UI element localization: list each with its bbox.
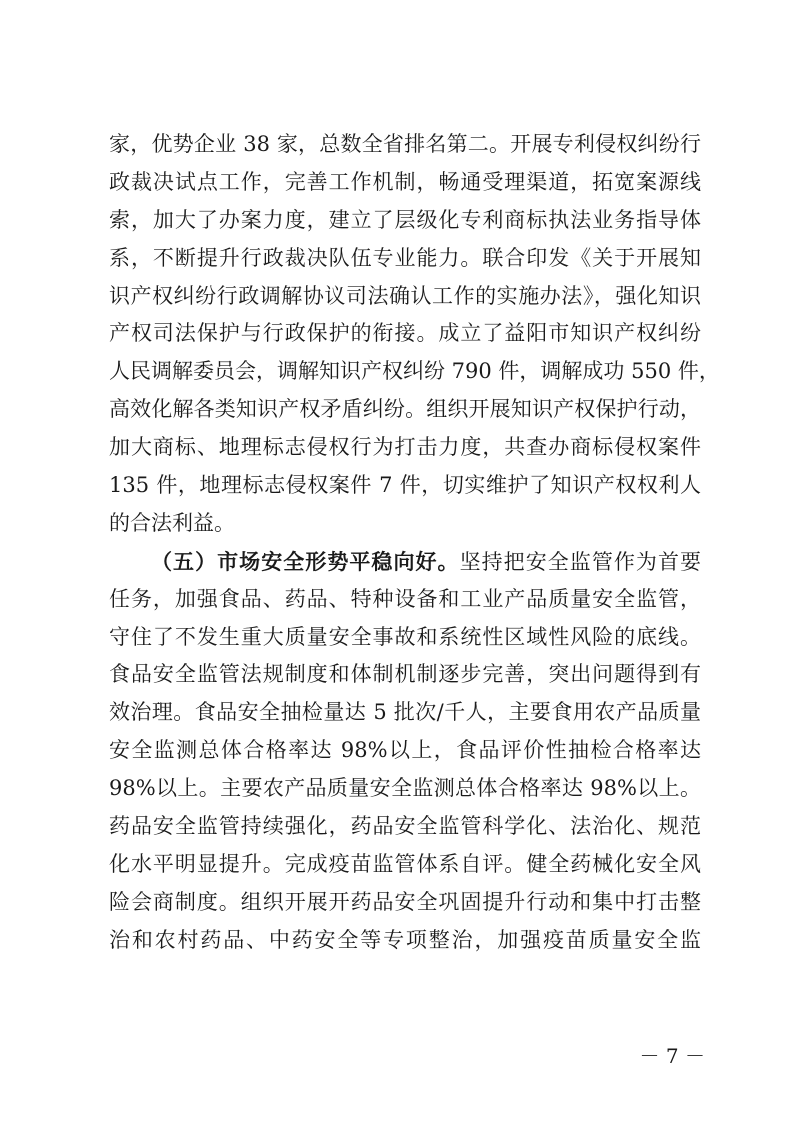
text-line: 135 件，地理标志侵权案件 7 件，切实维护了知识产权权利人: [109, 473, 701, 498]
page-number: － 7 －: [639, 1044, 705, 1068]
text-line: 98%以上。主要农产品质量安全监测总体合格率达 98%以上。: [109, 776, 701, 801]
paragraph-2: [109, 543, 701, 960]
text-line: 识产权纠纷行政调解协议司法确认工作的实施办法》，强化知识: [109, 283, 701, 308]
text-line: 险会商制度。组织开展开药品安全巩固提升行动和集中打击整: [109, 889, 701, 914]
text-line: 安全监测总体合格率达 98%以上，食品评价性抽检合格率达: [109, 738, 701, 763]
text-line: 家，优势企业 38 家，总数全省排名第二。开展专利侵权纠纷行: [109, 132, 701, 156]
text-line: 索，加大了办案力度，建立了层级化专利商标执法业务指导体: [109, 207, 701, 232]
heading-continuation: 坚持把安全监管作为首要: [459, 549, 702, 574]
text-line: 人民调解委员会，调解知识产权纠纷 790 件，调解成功 550 件，: [109, 359, 720, 384]
section-heading: （五）市场安全形势平稳向好。: [151, 548, 460, 574]
text-line: 任务，加强食品、药品、特种设备和工业产品质量安全监管，: [109, 586, 701, 611]
text-line: 产权司法保护与行政保护的衔接。成立了益阳市知识产权纠纷: [109, 321, 701, 346]
text-line: 守住了不发生重大质量安全事故和系统性区域性风险的底线。: [109, 624, 701, 649]
text-line: 系，不断提升行政裁决队伍专业能力。联合印发《关于开展知: [109, 245, 701, 270]
paragraph-first-line: [109, 543, 701, 581]
text-line: 高效化解各类知识产权矛盾纠纷。组织开展知识产权保护行动，: [109, 397, 701, 422]
text-line: 治和农村药品、中药安全等专项整治，加强疫苗质量安全监: [109, 927, 701, 952]
text-line: 加大商标、地理标志侵权行为打击力度，共查办商标侵权案件: [109, 435, 701, 460]
text-line: 药品安全监管持续强化，药品安全监管科学化、法治化、规范: [109, 814, 701, 839]
text-line: 食品安全监管法规制度和体制机制逐步完善，突出问题得到有: [109, 662, 701, 687]
text-line: 政裁决试点工作，完善工作机制，畅通受理渠道，拓宽案源线: [109, 169, 701, 194]
paragraph-1: [109, 126, 720, 543]
text-line: 化水平明显提升。完成疫苗监管体系自评。健全药械化安全风: [109, 851, 701, 876]
text-line: 的合法利益。: [109, 510, 235, 535]
text-line: 效治理。食品安全抽检量达 5 批次/千人，主要食用农产品质量: [109, 700, 701, 725]
body-text: [109, 126, 720, 960]
